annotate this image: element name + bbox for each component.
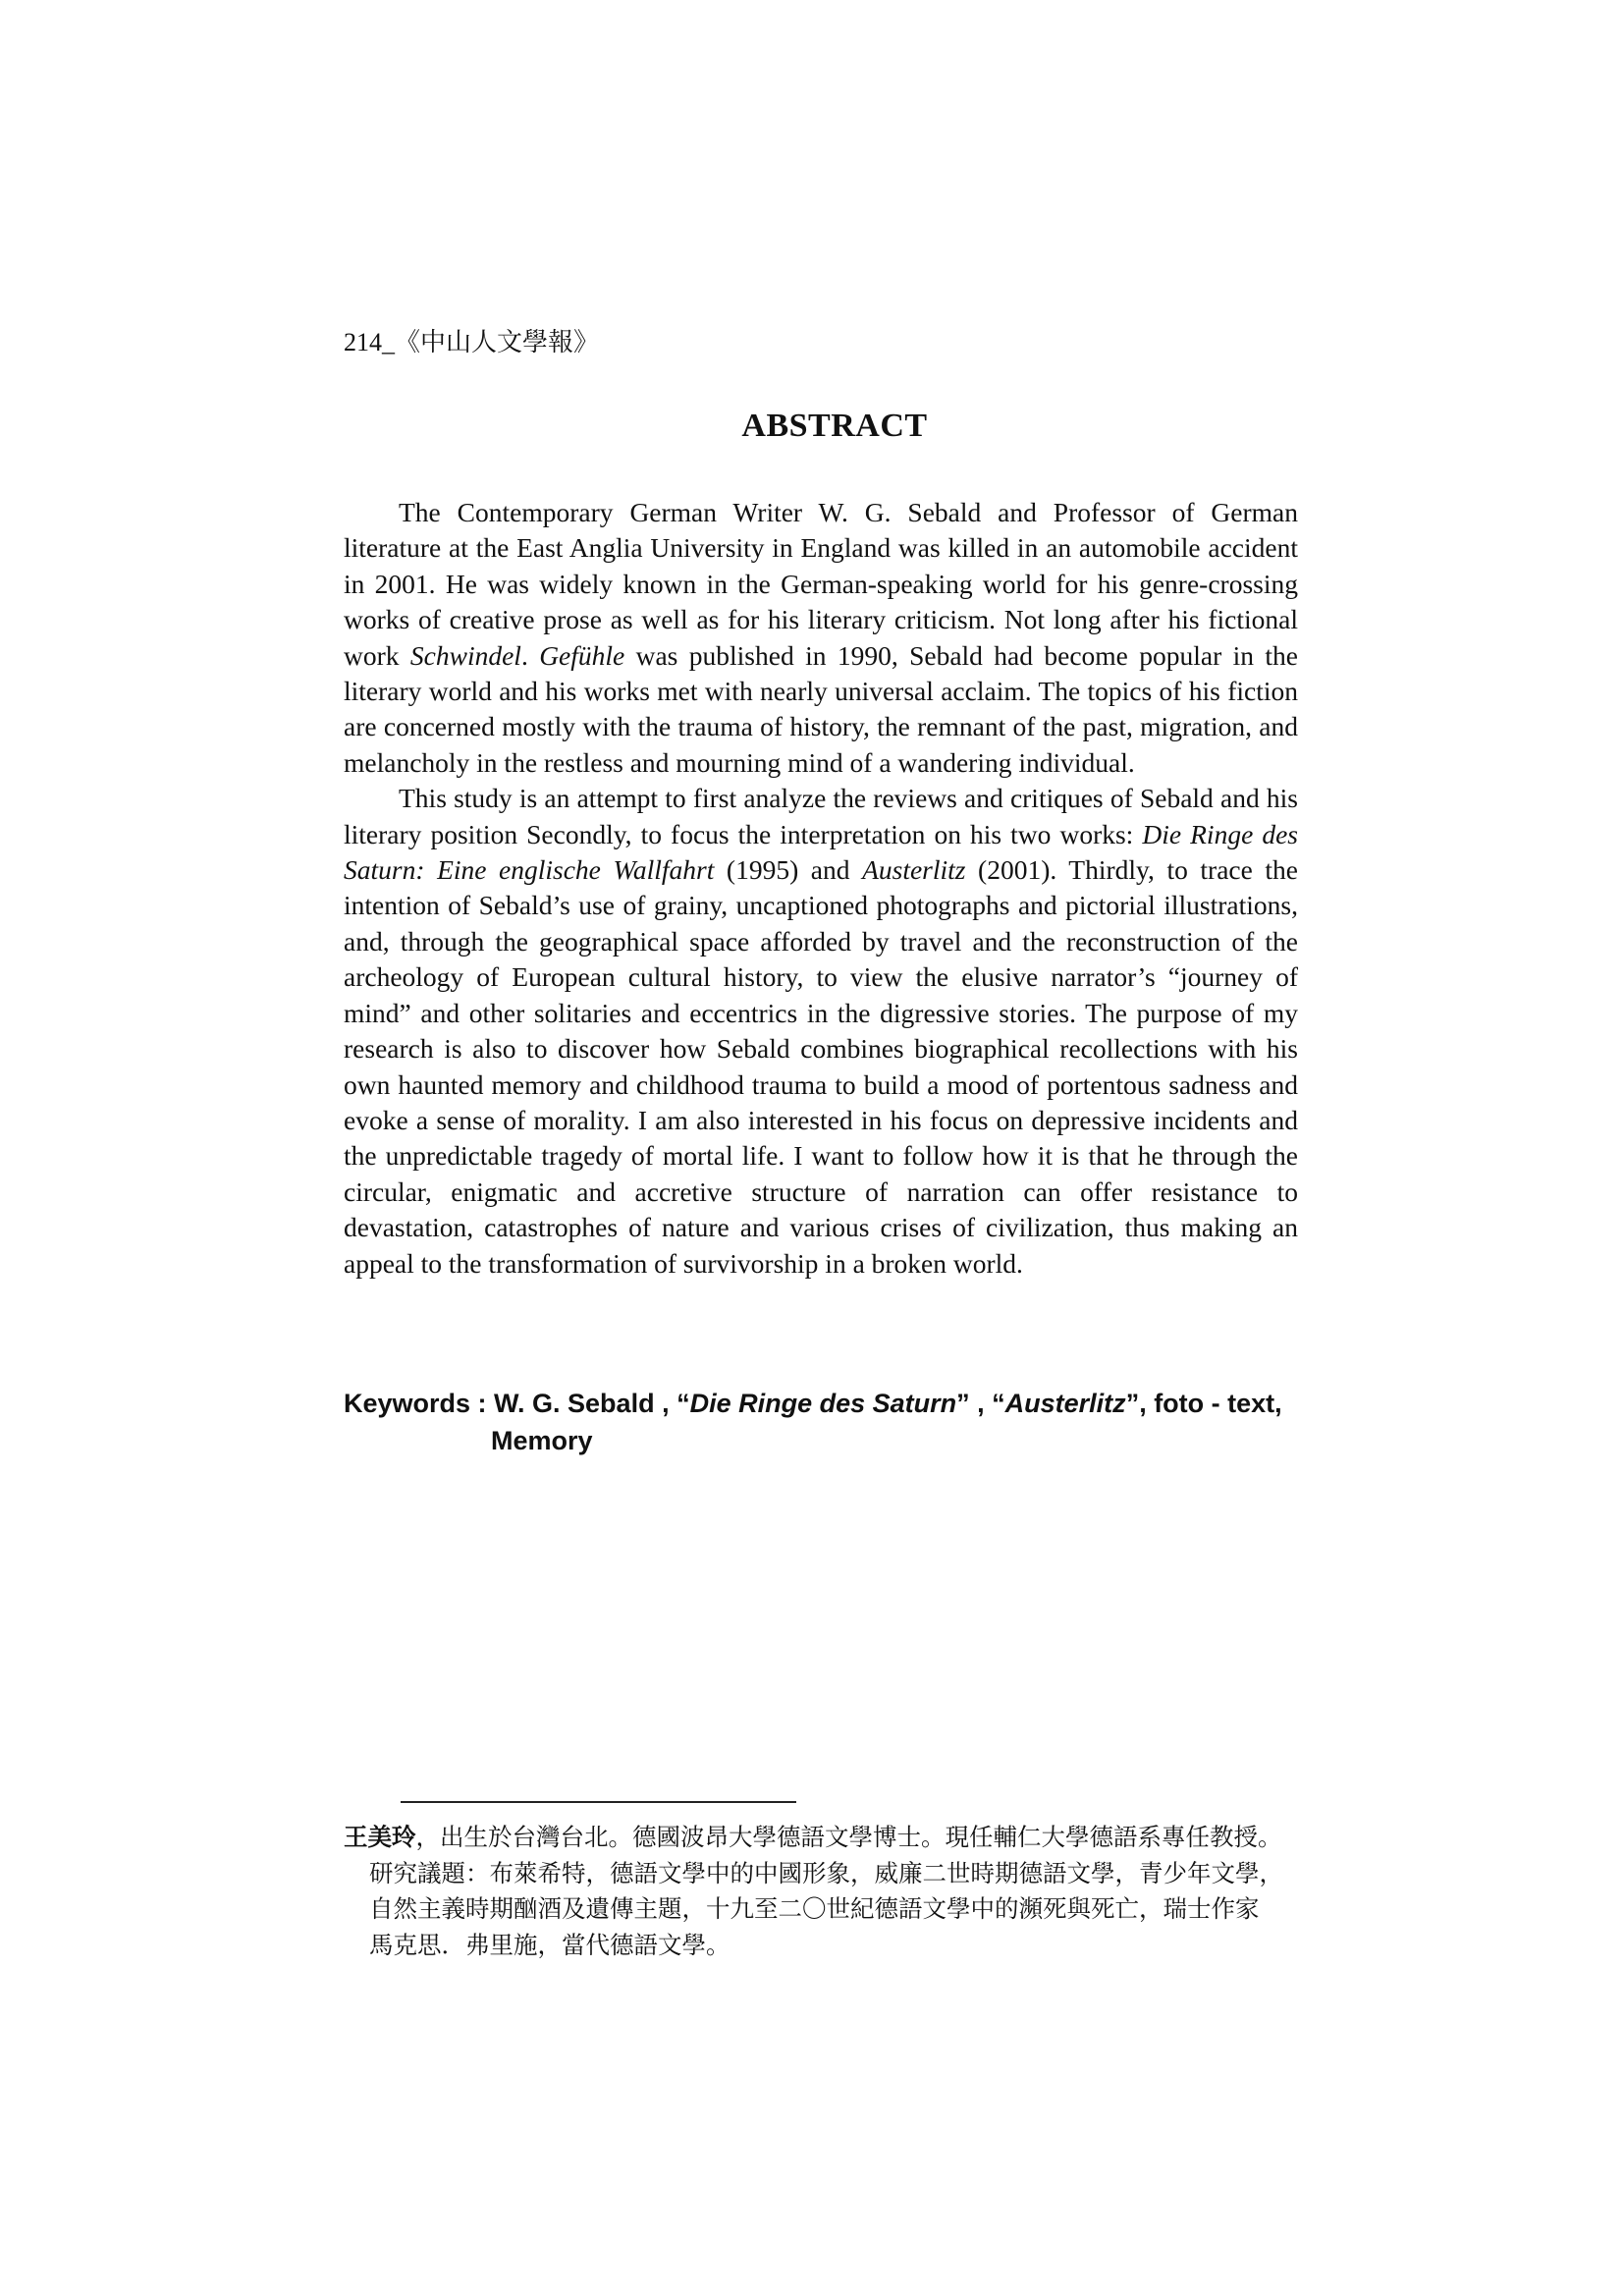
abstract-title: ABSTRACT [741,408,928,444]
keywords-separator: ” , “ [956,1389,1005,1418]
page-number: 214_ [344,328,395,356]
abstract-p2-text-c: (2001). Thirdly, to trace the intention of Sebald’s use of grainy, uncaptioned photographs and pictorial illustrations, and, through the geographical space afforded by travel and the reconstruction of the archeology of European cultural history, to view the elusive narrator’s “journey of mind” and other solitaries and eccentrics in the digressive stories. The purpose of my research is also to discover how Sebald combines biographical recollections with his own haunted memory and childhood trauma to build a mood of portentous sadness and evoke a sense of morality. I am also interested in his focus on depressive incidents and the unpredictable tragedy of mortal life. I want to follow how it is that he through the circular, enigmatic and accretive structure of narration can offer resistance to devastation, catastrophes of nature and various crises of civilization, thus making an appeal to the transformation of survivorship in a broken world. [344,854,1298,1279]
abstract-p2-title-ringe: Die Ringe des Saturn: Eine englische Wallfahrt [344,818,1298,886]
keywords-tail: ”, foto - text, [1125,1389,1282,1418]
footnote-line-1 [344,1821,1298,1857]
running-header [344,327,599,358]
abstract-p2-text-b: (1995) and [714,854,863,886]
footnote-line-4: 馬克思．弗里施，當代德語文學。 [369,1932,730,1959]
footnote-line-3: 自然主義時期酗酒及遺傳主題，十九至二〇世紀德語文學中的瀕死與死亡，瑞士作家 [369,1896,1260,1923]
footnote-divider [401,1801,796,1803]
keywords-line-2: Memory [491,1426,593,1455]
keywords-label: Keywords : W. G. Sebald , “ [344,1389,690,1418]
footnote-line-1-text: ，出生於台灣台北。德國波昂大學德語文學博士。現任輔仁大學德語系專任教授。 [415,1825,1282,1851]
abstract-p1-title-schwindel: Schwindel [409,639,521,671]
journal-title: 《中山人文學報》 [395,328,600,356]
keywords [344,1385,1325,1459]
abstract-paragraph-1 [344,495,1298,781]
abstract-paragraph-2 [344,781,1298,1282]
keyword-ringe: Die Ringe des Saturn [689,1389,957,1418]
footnote-author: 王美玲 [344,1825,416,1851]
abstract-body [344,495,1298,1282]
abstract-p2-title-austerlitz: Austerlitz [862,854,966,886]
abstract-p2-text-a: This study is an attempt to first analyze the reviews and critiques of Sebald and his literary position Secondly, to focus the interpretation on his two works: [344,783,1298,849]
keyword-austerlitz: Austerlitz [1004,1389,1126,1418]
abstract-p1-title-gefuehle: Gefühle [539,639,625,671]
author-footnote [344,1821,1298,1964]
abstract-p1-text-c: was published in 1990, Sebald had become popular in the literary world and his works met with nearly universal acclaim. The topics of his fiction are concerned mostly with the trauma of history, the remnant of the past, migration, and melancholy in the restless and mourning mind of a wandering individual. [344,639,1298,778]
abstract-p1-text-b: . [520,639,540,671]
footnote-line-2: 研究議題：布萊希特，德語文學中的中國形象，威廉二世時期德語文學，青少年文學， [369,1860,1283,1887]
abstract-p1-text-a: The Contemporary German Writer W. G. Sebald and Professor of German literature at the East Anglia University in England was killed in an automobile accident in 2001. He was widely known in the German-speaking world for his genre-crossing works of creative prose as well as for his literary criticism. Not long after his fictional work [344,497,1298,671]
